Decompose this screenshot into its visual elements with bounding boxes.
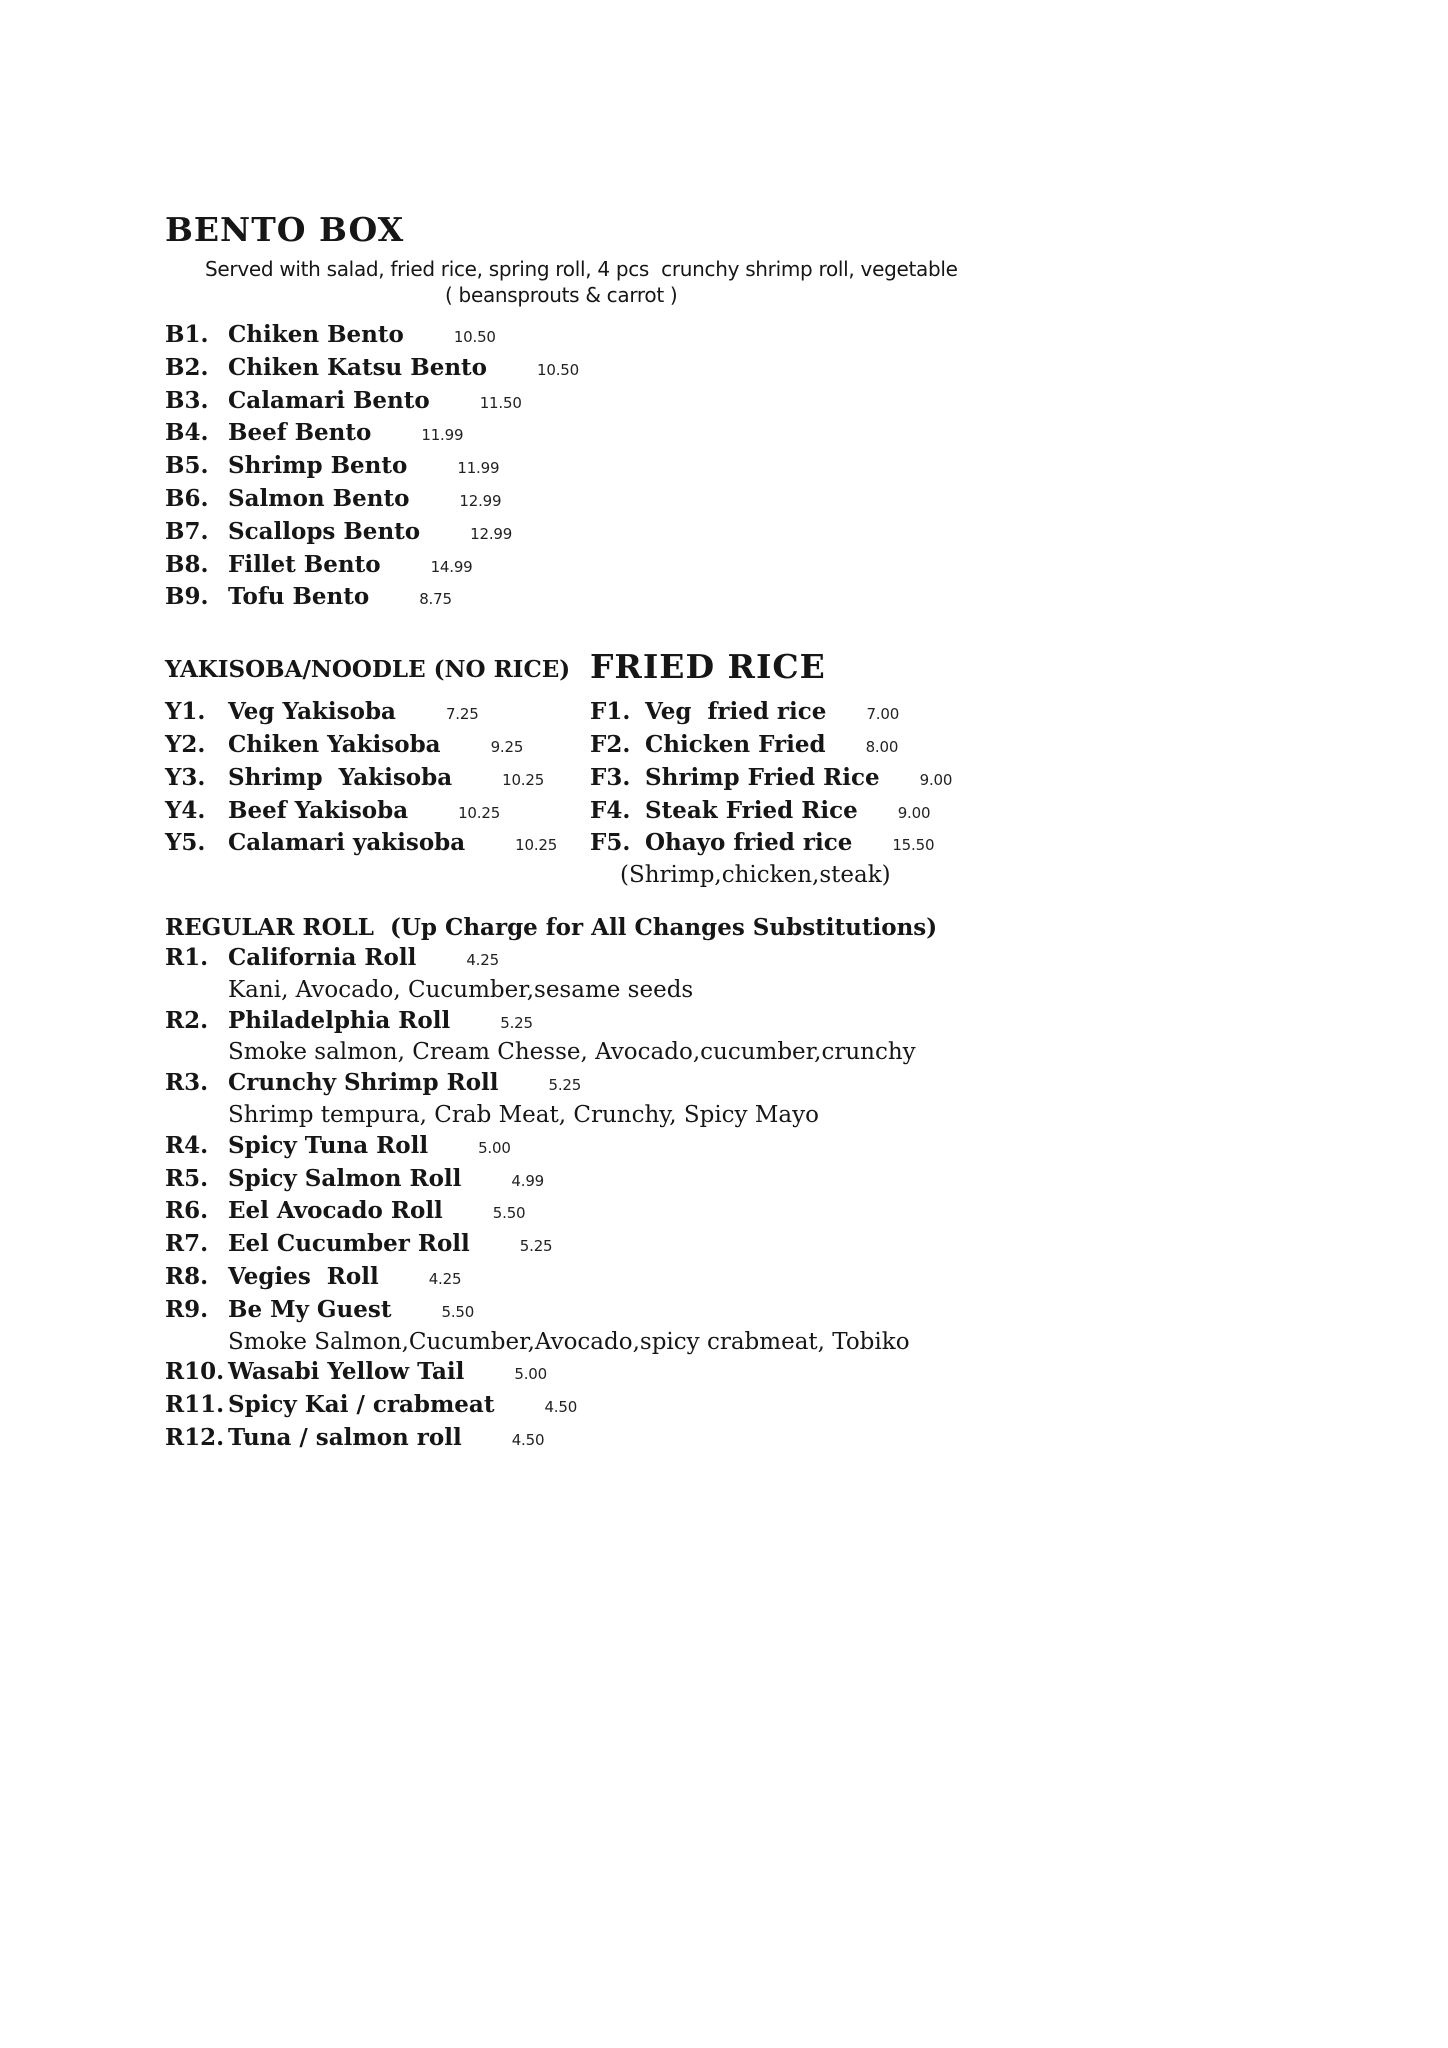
item-price: 4.50	[544, 1398, 578, 1417]
menu-item	[165, 1423, 1368, 1456]
item-name: Spicy Tuna Roll	[228, 1131, 429, 1159]
item-price: 10.50	[453, 328, 496, 346]
menu-item	[165, 828, 590, 861]
item-name: Steak Fried Rice	[645, 796, 858, 824]
item-price: 10.25	[502, 770, 545, 789]
item-price: 5.25	[500, 1013, 533, 1032]
menu-item	[590, 828, 1368, 861]
fried-rice-title: FRIED RICE	[590, 647, 826, 687]
menu-item	[165, 1164, 1368, 1197]
menu-item	[165, 796, 590, 829]
menu-item	[165, 353, 1368, 386]
item-price: 8.00	[865, 737, 899, 756]
item-price: 5.00	[514, 1365, 547, 1384]
menu-item	[590, 796, 1368, 829]
menu-item	[165, 1196, 1368, 1229]
item-price: 5.50	[441, 1302, 475, 1321]
menu-item	[165, 1390, 1368, 1423]
bento-subtitle-line1: Served with salad, fried rice, spring roll, 4 pcs crunchy shrimp roll, vegetable	[205, 257, 958, 281]
bento-items	[165, 320, 1368, 615]
item-name: Crunchy Shrimp Roll	[228, 1069, 499, 1097]
item-price: 11.50	[479, 393, 522, 412]
item-price: 10.25	[515, 836, 558, 855]
item-price: 5.25	[519, 1237, 553, 1256]
item-price: 12.99	[470, 524, 513, 543]
item-code: Y3.	[165, 763, 206, 791]
menu-item	[165, 517, 1368, 550]
item-price: 4.50	[511, 1430, 545, 1449]
middle-columns	[165, 649, 1368, 891]
item-price: 4.25	[466, 950, 499, 969]
item-description: Shrimp tempura, Crab Meat, Crunchy, Spicy Mayo	[228, 1101, 819, 1128]
item-name: Tofu Bento	[228, 583, 370, 611]
item-price: 9.00	[919, 770, 953, 789]
menu-item	[165, 386, 1368, 419]
item-code: F1.	[590, 698, 631, 726]
item-code: Y1.	[165, 698, 206, 726]
menu-item	[165, 1229, 1368, 1262]
item-code: F4.	[590, 796, 631, 824]
bento-subtitle	[165, 256, 1368, 308]
item-name: Spicy Kai / crabmeat	[228, 1391, 495, 1419]
item-code: R11.	[165, 1391, 225, 1419]
section-bento-box	[165, 212, 1368, 615]
bento-title: BENTO BOX	[165, 210, 405, 249]
regular-roll-title: REGULAR ROLL (Up Charge for All Changes Substitutions)	[165, 913, 938, 941]
item-name: Ohayo fried rice	[645, 829, 853, 857]
item-code: B1.	[165, 321, 209, 348]
item-name: Chiken Katsu Bento	[228, 353, 488, 381]
item-price: 7.25	[445, 705, 479, 724]
item-code: R10.	[165, 1358, 225, 1386]
item-price: 15.50	[892, 836, 935, 855]
item-code: R5.	[165, 1164, 209, 1192]
fried-rice-items	[590, 697, 1368, 891]
item-price: 5.50	[492, 1204, 526, 1223]
menu-item	[165, 943, 1368, 976]
item-code: B9.	[165, 583, 209, 611]
item-price: 14.99	[430, 557, 473, 576]
item-price: 7.00	[866, 705, 900, 724]
menu-item	[165, 320, 1368, 353]
item-description: Kani, Avocado, Cucumber,sesame seeds	[228, 976, 694, 1003]
item-name: Calamari Bento	[228, 386, 430, 414]
item-code: B5.	[165, 452, 209, 480]
section-yakisoba	[165, 649, 590, 891]
item-code: B6.	[165, 484, 209, 512]
item-price: 5.00	[478, 1138, 511, 1157]
item-name: Tuna / salmon roll	[228, 1423, 462, 1451]
item-name: California Roll	[228, 943, 417, 971]
item-code: F2.	[590, 730, 631, 758]
item-name: Shrimp Bento	[228, 452, 408, 480]
item-price: 10.50	[537, 360, 579, 379]
menu-item	[165, 550, 1368, 583]
item-code: Y5.	[165, 829, 206, 857]
item-code: R7.	[165, 1230, 209, 1258]
item-name: Chiken Yakisoba	[228, 730, 441, 758]
yakisoba-title: YAKISOBA/NOODLE (NO RICE)	[165, 656, 571, 684]
item-code: B7.	[165, 517, 209, 545]
item-code: F3.	[590, 763, 631, 791]
menu-item	[590, 763, 1368, 796]
roll-items	[165, 943, 1368, 1456]
item-name: Fillet Bento	[228, 550, 381, 578]
item-price: 9.00	[897, 803, 931, 822]
item-name: Vegies Roll	[228, 1262, 379, 1290]
bento-subtitle-line2: ( beansprouts & carrot )	[445, 283, 678, 307]
item-price: 4.99	[511, 1171, 545, 1190]
item-code: B2.	[165, 353, 209, 381]
menu-item	[165, 484, 1368, 517]
item-name: Philadelphia Roll	[228, 1006, 451, 1034]
menu-item	[165, 1357, 1368, 1390]
menu-item	[165, 1131, 1368, 1164]
item-code: R4.	[165, 1131, 209, 1159]
item-price: 8.75	[419, 590, 452, 609]
menu-item	[165, 1068, 1368, 1101]
menu-item	[165, 730, 590, 763]
item-price: 5.25	[548, 1076, 582, 1095]
item-name: Eel Cucumber Roll	[228, 1230, 470, 1258]
item-name: Chicken Fried	[645, 730, 826, 758]
item-code: R2.	[165, 1006, 209, 1034]
item-name: Veg fried rice	[645, 698, 827, 726]
item-price: 4.25	[428, 1269, 462, 1288]
item-price: 11.99	[457, 459, 500, 478]
item-code: R6.	[165, 1197, 209, 1225]
item-price: 12.99	[459, 491, 502, 510]
item-price: 11.99	[421, 426, 464, 445]
item-price: 10.25	[458, 803, 501, 822]
item-name: Chiken Bento	[228, 321, 404, 348]
item-name: Spicy Salmon Roll	[228, 1164, 462, 1192]
item-name: Salmon Bento	[228, 484, 410, 512]
item-code: R9.	[165, 1295, 209, 1323]
yakisoba-items	[165, 697, 590, 861]
item-price: 9.25	[490, 737, 524, 756]
item-code: F5.	[590, 829, 631, 857]
item-name: Eel Avocado Roll	[228, 1197, 443, 1225]
menu-item	[165, 763, 590, 796]
item-code: R3.	[165, 1069, 209, 1097]
item-name: Shrimp Yakisoba	[228, 763, 453, 791]
item-description: Smoke salmon, Cream Chesse, Avocado,cucumber,crunchy	[228, 1039, 916, 1066]
item-name: Beef Yakisoba	[228, 796, 409, 824]
menu-item	[590, 730, 1368, 763]
item-code: R8.	[165, 1262, 209, 1290]
fried-rice-note: (Shrimp,chicken,steak)	[620, 862, 891, 889]
item-code: B4.	[165, 419, 209, 447]
menu-item	[590, 697, 1368, 730]
menu-item	[165, 418, 1368, 451]
section-regular-roll	[165, 913, 1368, 1456]
menu-item	[165, 1006, 1368, 1039]
menu-item	[165, 1262, 1368, 1295]
item-code: B8.	[165, 550, 209, 578]
item-description: Smoke Salmon,Cucumber,Avocado,spicy crabmeat, Tobiko	[228, 1328, 910, 1355]
menu-item	[165, 1295, 1368, 1328]
menu-item	[165, 697, 590, 730]
item-name: Wasabi Yellow Tail	[228, 1358, 465, 1386]
item-name: Beef Bento	[228, 419, 372, 447]
section-fried-rice	[590, 649, 1368, 891]
menu-item	[165, 582, 1368, 615]
item-code: Y4.	[165, 796, 206, 824]
item-code: B3.	[165, 386, 209, 414]
item-name: Shrimp Fried Rice	[645, 763, 880, 791]
menu-item	[165, 451, 1368, 484]
item-code: R1.	[165, 943, 209, 971]
item-name: Calamari yakisoba	[228, 829, 466, 857]
item-name: Scallops Bento	[228, 517, 421, 545]
item-code: Y2.	[165, 730, 206, 758]
item-name: Veg Yakisoba	[228, 698, 396, 726]
item-code: R12.	[165, 1423, 225, 1451]
item-name: Be My Guest	[228, 1295, 392, 1323]
